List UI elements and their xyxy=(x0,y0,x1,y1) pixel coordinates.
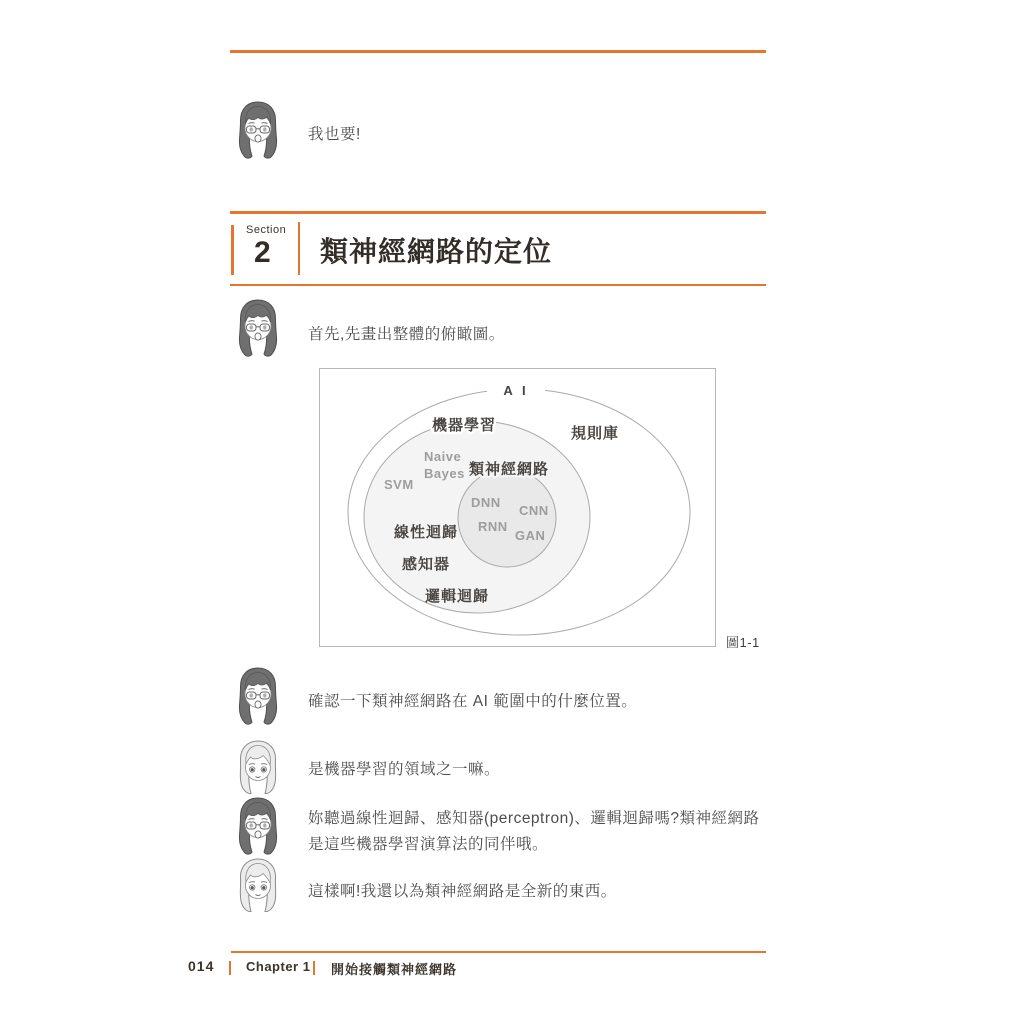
section-rule-bottom xyxy=(230,284,766,286)
avatar-girl-light xyxy=(236,738,280,796)
label-svm: SVM xyxy=(384,477,414,492)
label-cnn: CNN xyxy=(519,503,549,518)
figure-caption: 圖1-1 xyxy=(726,635,760,650)
dialogue-text: 我也要! xyxy=(308,126,361,143)
footer-page-number: 014 xyxy=(188,958,215,974)
section-rule-top xyxy=(230,211,766,214)
label-gan: GAN xyxy=(515,528,546,543)
neural-network-circle xyxy=(458,469,556,567)
section-left-bar xyxy=(231,225,234,275)
label-bayes: Bayes xyxy=(424,466,465,481)
label-dnn: DNN xyxy=(471,495,501,510)
avatar-girl-glasses xyxy=(236,298,280,360)
dialogue-text: 確認一下類神經網路在 AI 範圍中的什麼位置。 xyxy=(308,693,638,710)
label-perceptron: 感知器 xyxy=(402,556,451,573)
footer-divider xyxy=(229,961,231,975)
avatar-girl-glasses xyxy=(236,100,280,162)
dialogue-text: 這樣啊!我還以為類神經網路是全新的東西。 xyxy=(308,883,617,900)
footer-chapter: Chapter 1 xyxy=(246,959,311,974)
dialogue-text: 首先,先畫出整體的俯瞰圖。 xyxy=(308,326,505,343)
dialogue-text: 妳聽過線性迴歸、感知器(perceptron)、邏輯迴歸嗎?類神經網路是這些機器學習演算法的同伴哦。 xyxy=(308,810,760,853)
label-machine-learning: 機器學習 xyxy=(432,417,497,434)
ai-venn-diagram xyxy=(319,368,716,647)
top-rule xyxy=(230,50,766,53)
label-ai: A I xyxy=(503,383,529,398)
label-logistic-regression: 邏輯迴歸 xyxy=(425,588,490,605)
avatar-girl-light xyxy=(236,856,280,914)
dialogue-text: 是機器學習的領域之一嘛。 xyxy=(308,761,501,778)
footer-divider xyxy=(313,961,315,975)
section-title: 類神經網路的定位 xyxy=(320,236,553,267)
label-rnn: RNN xyxy=(478,519,508,534)
label-naive: Naive xyxy=(424,449,462,464)
footer-chapter-title: 開始接觸類神經網路 xyxy=(331,962,458,977)
avatar-girl-glasses xyxy=(236,666,280,728)
section-number: 2 xyxy=(254,236,271,269)
avatar-girl-glasses xyxy=(236,796,280,858)
label-rule-base: 規則庫 xyxy=(571,425,620,442)
footer-rule xyxy=(231,951,766,953)
label-neural-network: 類神經網路 xyxy=(469,461,550,478)
label-linear-regression: 線性迴歸 xyxy=(394,524,459,541)
section-label: Section xyxy=(246,224,287,236)
section-divider-bar xyxy=(298,222,300,275)
